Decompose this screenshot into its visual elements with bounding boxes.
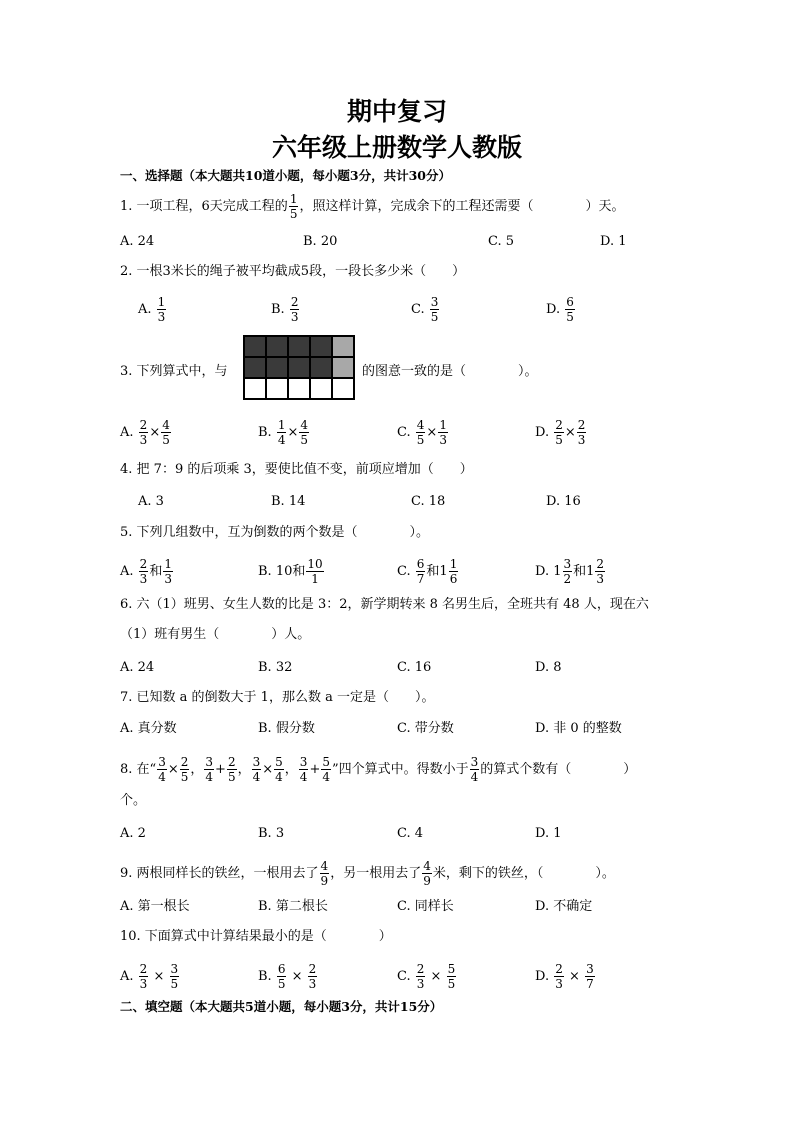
q6-option-c: C. 16 [397, 660, 432, 675]
numerator: 6 [277, 962, 286, 976]
numerator: 2 [308, 962, 317, 976]
q3-option-d [535, 419, 587, 446]
option-label: D. [535, 425, 550, 440]
operator: × [430, 969, 442, 984]
q9-option-b: B. 第二根长 [258, 899, 328, 914]
q9-option-d: D. 不确定 [535, 899, 593, 914]
option-label: A. [120, 969, 134, 984]
numerator: 1 [157, 295, 166, 309]
fraction [595, 558, 605, 585]
page-title: 期中复习 [346, 97, 447, 126]
separator: ， [284, 762, 298, 777]
fraction [416, 558, 426, 585]
section-heading-fill: 二、填空题（本大题共5道小题，每小题3分，共计15分） [120, 999, 443, 1014]
numerator: 1 [439, 418, 447, 432]
fraction [554, 419, 564, 446]
q6-option-d: D. 8 [535, 660, 562, 675]
fraction [204, 756, 214, 783]
numerator: 5 [322, 755, 330, 769]
denominator: 5 [566, 310, 574, 324]
denominator: 3 [555, 977, 563, 991]
fraction [585, 963, 595, 990]
q9-option-c: C. 同样长 [397, 899, 454, 914]
q7-option-a: A. 真分数 [120, 721, 177, 736]
q3-option-c [397, 419, 449, 446]
option-label: B. 10和 [258, 564, 306, 579]
numerator: 4 [162, 418, 170, 432]
connector-text: 和1 [573, 564, 595, 579]
grid-cell-gray [332, 357, 354, 378]
q4-option-a: A. 3 [138, 494, 164, 509]
operator: × [291, 969, 303, 984]
fraction [563, 558, 573, 585]
fraction [139, 963, 149, 990]
fraction [299, 419, 309, 446]
fraction [161, 419, 171, 446]
fraction [277, 419, 287, 446]
denominator: 5 [300, 433, 309, 447]
question-9 [120, 860, 615, 887]
numerator: 2 [139, 418, 148, 432]
option-label: B. [271, 302, 285, 317]
fraction [306, 558, 323, 585]
question-6-line-1: 6. 六（1）班男、女生人数的比是 3：2，新学期转来 8 名男生后，全班共有 48 人，现在六 [120, 597, 649, 612]
fraction [447, 963, 457, 990]
numerator: 6 [416, 557, 425, 571]
fraction [565, 296, 575, 323]
operator: × [569, 969, 580, 984]
q5-option-c [397, 558, 459, 585]
q1-text-pre: 1. 一项工程，6天完成工程的 [120, 199, 288, 214]
option-label: D. 1 [535, 564, 562, 579]
q9-option-a: A. 第一根长 [120, 899, 190, 914]
numerator: 2 [227, 755, 236, 769]
operator: + [309, 762, 321, 777]
question-4: 4. 把 7：9 的后项乘 3，要使比值不变，前项应增加（ ） [120, 462, 473, 477]
operator: × [153, 969, 165, 984]
denominator: 5 [555, 433, 563, 447]
grid-cell-white [244, 378, 266, 399]
numerator: 3 [430, 295, 439, 309]
grid-cell-white [332, 378, 354, 399]
q1-option-d: D. 1 [600, 234, 627, 249]
grid-cell-dark [266, 357, 288, 378]
q5-option-d [535, 558, 606, 585]
question-8 [120, 756, 636, 783]
numerator: 2 [577, 418, 586, 432]
grid-cell-dark [310, 336, 332, 357]
question-3-pre: 3. 下列算式中，与 [120, 364, 228, 379]
fraction [430, 296, 440, 323]
numerator: 5 [447, 962, 456, 976]
denominator: 4 [322, 770, 330, 784]
denominator: 3 [596, 572, 605, 586]
numerator: 2 [290, 295, 299, 309]
q5-option-b [258, 558, 325, 585]
fraction [554, 963, 564, 990]
fraction [438, 419, 448, 446]
denominator: 4 [470, 770, 479, 784]
q2-option-d [546, 296, 576, 323]
grid-cell-dark [244, 357, 266, 378]
numerator: 4 [320, 859, 329, 873]
q6-option-b: B. 32 [258, 660, 293, 675]
denominator: 4 [205, 770, 214, 784]
q6-option-a: A. 24 [120, 660, 155, 675]
option-label: A. [138, 302, 152, 317]
fraction [422, 860, 432, 887]
q8-text-post2: 的算式个数有（ ） [480, 762, 637, 777]
numerator: 2 [596, 557, 605, 571]
q4-option-c: C. 18 [411, 494, 446, 509]
option-label: C. [397, 425, 411, 440]
operator: × [426, 425, 438, 440]
numerator: 4 [423, 859, 431, 873]
fraction [170, 963, 180, 990]
q2-option-b [271, 296, 300, 323]
grid-cell-dark [310, 357, 332, 378]
grid-cell-white [266, 378, 288, 399]
numerator: 1 [277, 418, 286, 432]
q8-option-b: B. 3 [258, 826, 285, 841]
denominator: 3 [577, 433, 586, 447]
grid-cell-dark [266, 336, 288, 357]
denominator: 4 [299, 770, 308, 784]
fraction [139, 419, 149, 446]
shaded-grid-figure [243, 335, 355, 400]
denominator: 5 [277, 977, 286, 991]
numerator: 1 [164, 557, 172, 571]
fraction [416, 419, 426, 446]
operator: × [167, 762, 179, 777]
denominator: 5 [227, 770, 236, 784]
q7-option-c: C. 带分数 [397, 721, 454, 736]
numerator: 3 [470, 755, 479, 769]
denominator: 3 [139, 572, 148, 586]
q10-option-c [397, 963, 457, 990]
page-subtitle: 六年级上册数学人教版 [271, 133, 522, 162]
option-label: C. [397, 564, 411, 579]
numerator: 2 [180, 755, 189, 769]
numerator: 2 [555, 962, 563, 976]
denominator: 3 [290, 310, 299, 324]
numerator: 2 [139, 557, 148, 571]
denominator: 5 [430, 310, 439, 324]
q9-text-pre: 9. 两根同样长的铁丝，一根用去了 [120, 866, 319, 881]
separator: ， [237, 762, 251, 777]
fraction [290, 296, 300, 323]
denominator: 4 [275, 770, 283, 784]
fraction [157, 296, 167, 323]
option-label: D. [535, 969, 550, 984]
q5-option-a [120, 558, 174, 585]
fraction [180, 756, 190, 783]
denominator: 9 [320, 874, 329, 888]
q4-option-b: B. 14 [271, 494, 306, 509]
denominator: 5 [162, 433, 170, 447]
question-1 [120, 193, 624, 220]
grid-cell-white [310, 378, 332, 399]
denominator: 5 [170, 977, 179, 991]
numerator: 5 [275, 755, 283, 769]
grid-cell-dark [288, 357, 310, 378]
question-10: 10. 下面算式中计算结果最小的是（ ） [120, 929, 392, 944]
q8-text-post: ”四个算式中。得数小于 [331, 762, 469, 777]
connector-text: 和1 [426, 564, 448, 579]
operator: + [215, 762, 226, 777]
denominator: 3 [157, 310, 166, 324]
question-8-line-2: 个。 [120, 793, 147, 808]
q8-option-a: A. 2 [120, 826, 146, 841]
q4-option-d: D. 16 [546, 494, 581, 509]
fraction [416, 963, 426, 990]
numerator: 3 [252, 755, 261, 769]
operator: × [287, 425, 299, 440]
q10-option-a [120, 963, 180, 990]
denominator: 3 [164, 572, 172, 586]
option-label: B. [258, 969, 272, 984]
denominator: 3 [139, 433, 148, 447]
denominator: 2 [563, 572, 572, 586]
denominator: 5 [289, 207, 298, 221]
q10-option-d [535, 963, 596, 990]
q9-text-post: 米，剩下的铁丝，（ ）。 [432, 866, 615, 881]
fraction [139, 558, 149, 585]
operator: × [149, 425, 161, 440]
fraction [163, 558, 173, 585]
grid-cell-white [288, 378, 310, 399]
q1-option-a: A. 24 [120, 234, 155, 249]
fraction [470, 756, 480, 783]
q1-text-post: ，照这样计算，完成余下的工程还需要（ ）天。 [299, 199, 625, 214]
numerator: 3 [158, 755, 166, 769]
q8-text-pre: 8. 在“ [120, 762, 157, 777]
grid-cell-dark [244, 336, 266, 357]
denominator: 5 [416, 433, 425, 447]
denominator: 7 [416, 572, 425, 586]
fraction [227, 756, 237, 783]
fraction [157, 756, 167, 783]
q3-option-b [258, 419, 310, 446]
q1-option-c: C. 5 [488, 234, 515, 249]
fraction [299, 756, 309, 783]
q8-option-c: C. 4 [397, 826, 424, 841]
fraction [320, 860, 330, 887]
question-2: 2. 一根3米长的绳子被平均截成5段，一段长多少米（ ） [120, 264, 466, 279]
numerator: 6 [566, 295, 574, 309]
denominator: 5 [447, 977, 456, 991]
fraction [577, 419, 587, 446]
numerator: 4 [416, 418, 425, 432]
numerator: 3 [205, 755, 214, 769]
denominator: 4 [158, 770, 166, 784]
denominator: 9 [423, 874, 431, 888]
q2-option-a [138, 296, 167, 323]
fraction [308, 963, 318, 990]
grid-cell-gray [332, 336, 354, 357]
denominator: 4 [252, 770, 261, 784]
denominator: 3 [416, 977, 425, 991]
denominator: 3 [439, 433, 447, 447]
question-6-line-2: （1）班有男生（ ）人。 [120, 627, 311, 642]
numerator: 2 [555, 418, 563, 432]
numerator: 3 [299, 755, 308, 769]
numerator: 3 [586, 962, 594, 976]
numerator: 1 [449, 557, 458, 571]
q7-option-d: D. 非 0 的整数 [535, 721, 622, 736]
option-label: C. [411, 302, 425, 317]
q2-option-c [411, 296, 440, 323]
denominator: 3 [139, 977, 148, 991]
q7-option-b: B. 假分数 [258, 721, 315, 736]
fraction [289, 193, 299, 220]
q1-option-b: B. 20 [303, 234, 338, 249]
denominator: 7 [586, 977, 594, 991]
option-label: C. [397, 969, 411, 984]
question-7: 7. 已知数 a 的倒数大于 1，那么数 a 一定是（ ）。 [120, 690, 435, 705]
fraction [252, 756, 262, 783]
fraction [449, 558, 459, 585]
option-label: A. [120, 425, 134, 440]
option-label: D. [546, 302, 561, 317]
q9-text-mid: ，另一根用去了 [330, 866, 422, 881]
question-3-post: 的图意一致的是（ ）。 [362, 364, 538, 379]
denominator: 6 [449, 572, 458, 586]
operator: × [262, 762, 274, 777]
option-label: A. [120, 564, 134, 579]
question-5: 5. 下列几组数中，互为倒数的两个数是（ ）。 [120, 525, 430, 540]
section-heading-choice: 一、选择题（本大题共10道小题，每小题3分，共计30分） [120, 168, 451, 183]
operator: × [564, 425, 576, 440]
q8-option-d: D. 1 [535, 826, 562, 841]
numerator: 4 [300, 418, 309, 432]
numerator: 3 [170, 962, 179, 976]
fraction [321, 756, 331, 783]
numerator: 1 [289, 192, 298, 206]
separator: ， [190, 762, 204, 777]
connector-text: 和 [149, 564, 163, 579]
numerator: 2 [416, 962, 425, 976]
numerator: 10 [307, 557, 323, 571]
denominator: 5 [180, 770, 189, 784]
denominator: 4 [277, 433, 286, 447]
numerator: 3 [563, 557, 572, 571]
denominator: 1 [311, 572, 319, 586]
numerator: 2 [139, 962, 148, 976]
q10-option-b [258, 963, 318, 990]
option-label: B. [258, 425, 272, 440]
fraction [277, 963, 287, 990]
denominator: 3 [308, 977, 317, 991]
grid-cell-dark [288, 336, 310, 357]
fraction [274, 756, 284, 783]
q3-option-a [120, 419, 172, 446]
